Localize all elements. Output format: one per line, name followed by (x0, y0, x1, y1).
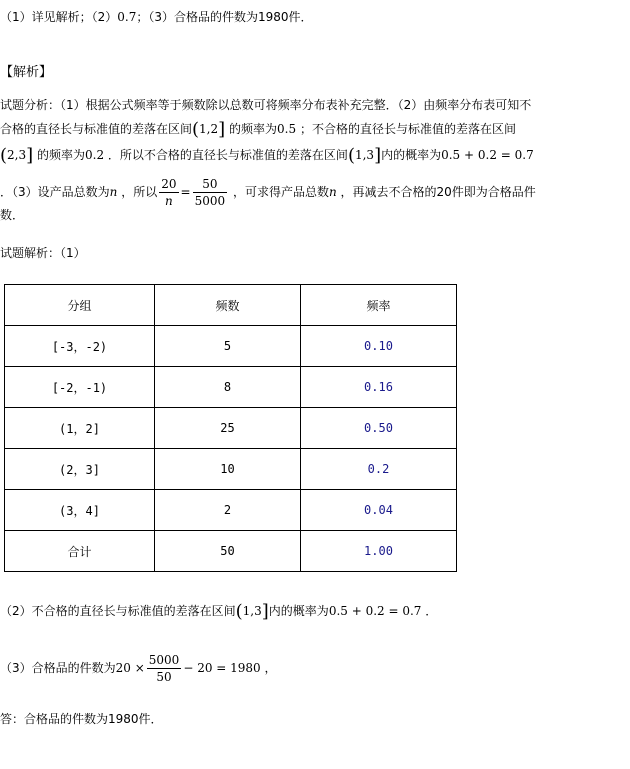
frequency-value: 0.2 (85, 148, 105, 162)
multiplication-lead: 20 × (115, 661, 145, 675)
answer-text-2: ；（3）合格品的件数为1980件． (136, 10, 313, 24)
analysis-text: ，所以 (121, 185, 158, 199)
interval-close-bracket: ] (218, 119, 226, 140)
table-cell-group: (2，3] (5, 449, 155, 490)
fraction-20-over-n (159, 176, 178, 209)
table-row (5, 326, 457, 367)
part2-text: （2）不合格的直径长与标准值的差落在区间 (0, 604, 236, 618)
table-header-cell: 分组 (5, 285, 155, 326)
table-cell-count: 5 (155, 326, 301, 367)
table-header-row (5, 285, 457, 326)
interval-open-bracket: ( (347, 145, 355, 166)
table-row (5, 449, 457, 490)
table-cell-group: [-2，-1) (5, 367, 155, 408)
analysis-line-3 (0, 146, 534, 165)
analysis-line-4 (0, 172, 536, 212)
analysis-text: 的频率为 (36, 148, 85, 162)
variable-n: n (109, 185, 118, 199)
fraction-denominator: n (159, 192, 178, 209)
interval-1-3: 1,3 (242, 604, 262, 618)
fraction-denominator: 50 (147, 668, 182, 685)
probability-expression: 0.5 + 0.2 = 0.7 (441, 148, 534, 162)
probability-expression: 0.5 + 0.2 = 0.7 (328, 604, 422, 618)
solution-intro: 试题解析：（1） (0, 246, 86, 260)
table-cell-frequency: 0.10 (301, 326, 457, 367)
table-total-row (5, 531, 457, 572)
table-cell-count: 10 (155, 449, 301, 490)
part2-text: ． (425, 604, 438, 618)
interval-close-bracket: ] (26, 145, 34, 166)
analysis-line-2 (0, 120, 516, 139)
table-cell-group: 合计 (5, 531, 155, 572)
conclusion-line: 答：合格品的件数为1980件． (0, 712, 163, 726)
part3-line (0, 648, 277, 688)
result-expression: − 20 = 1980 (183, 661, 261, 675)
analysis-text: ．所以不合格的直径长与标准值的差落在区间 (107, 148, 348, 162)
interval-2-3: 2,3 (7, 148, 27, 162)
analysis-line-5: 数． (0, 208, 25, 222)
fraction-numerator: 20 (161, 177, 177, 191)
part3-text: ， (264, 661, 277, 675)
table-cell-frequency: 0.50 (301, 408, 457, 449)
variable-n: n (328, 185, 337, 199)
table-row (5, 367, 457, 408)
analysis-text: ，再减去不合格的20件即为合格品件 (340, 185, 536, 199)
answer-value: 0.7 (117, 10, 137, 24)
table-cell-group: (1，2] (5, 408, 155, 449)
analysis-text: ．（3）设产品总数为 (0, 185, 110, 199)
part3-text: （3）合格品的件数为 (0, 661, 116, 675)
interval-1-3: 1,3 (354, 148, 375, 162)
analysis-text: ，可求得产品总数 (232, 185, 329, 199)
table-cell-count: 8 (155, 367, 301, 408)
table-cell-frequency: 1.00 (301, 531, 457, 572)
table-header-cell: 频数 (155, 285, 301, 326)
interval-open-bracket: ( (0, 145, 8, 166)
interval-open-bracket: ( (192, 119, 200, 140)
analysis-text: ；不合格的直径长与标准值的差落在区间 (299, 122, 516, 136)
analysis-line-1: 试题分析：（1）根据公式频率等于频数除以总数可将频率分布表补充完整．（2）由频率分布表可知不 (0, 98, 532, 112)
table-cell-count: 2 (155, 490, 301, 531)
frequency-value: 0.5 (277, 122, 297, 136)
frequency-table (4, 284, 457, 572)
fraction-denominator: 5000 (194, 194, 226, 208)
table-cell-count: 50 (155, 531, 301, 572)
fraction-50-over-5000 (193, 176, 228, 209)
fraction-numerator: 5000 (148, 653, 180, 667)
interval-1-2: 1,2 (199, 122, 219, 136)
table-row (5, 408, 457, 449)
table-header-cell: 频率 (301, 285, 457, 326)
analysis-heading: 【解析】 (0, 65, 53, 80)
table-cell-frequency: 0.2 (301, 449, 457, 490)
table-row (5, 490, 457, 531)
part2-line (0, 602, 437, 621)
analysis-text: 合格的直径长与标准值的差落在区间 (0, 122, 193, 136)
table-cell-frequency: 0.16 (301, 367, 457, 408)
answer-line (0, 8, 313, 26)
analysis-text: 内的概率为 (381, 148, 442, 162)
interval-close-bracket: ] (374, 145, 382, 166)
table-cell-count: 25 (155, 408, 301, 449)
part2-text: 内的概率为 (268, 604, 329, 618)
equals-sign: = (180, 185, 191, 199)
table-cell-frequency: 0.04 (301, 490, 457, 531)
analysis-text: 的频率为 (229, 122, 278, 136)
interval-close-bracket: ] (261, 601, 269, 622)
table-cell-group: (3，4] (5, 490, 155, 531)
table-cell-group: [-3，-2) (5, 326, 155, 367)
fraction-numerator: 50 (202, 177, 218, 191)
fraction-5000-over-50 (147, 652, 182, 685)
answer-text-1: （1）详见解析；（2） (0, 10, 118, 24)
interval-open-bracket: ( (235, 601, 243, 622)
